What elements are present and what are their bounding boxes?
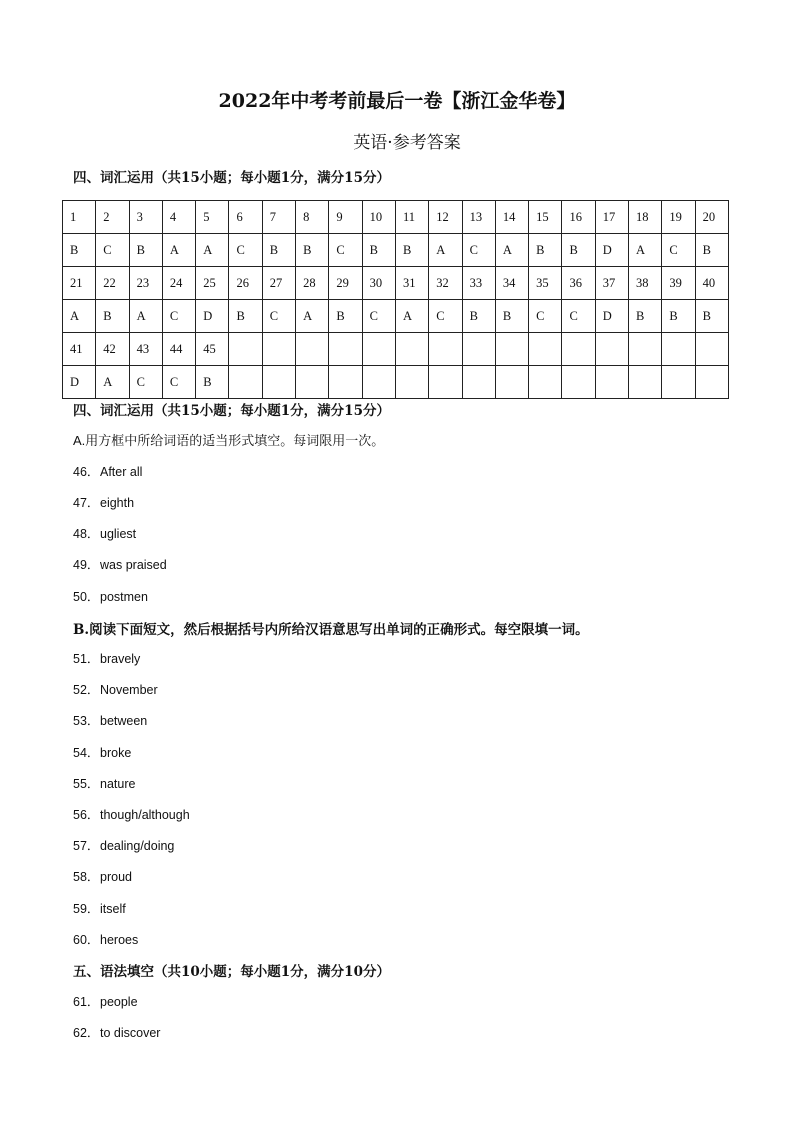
table-cell xyxy=(296,366,329,399)
item-number: 53． xyxy=(73,714,100,728)
item-answer: eighth xyxy=(100,496,135,510)
item-number: 48． xyxy=(73,527,100,541)
item-answer: between xyxy=(100,714,148,728)
table-cell: D xyxy=(196,300,229,333)
table-cell: 28 xyxy=(296,267,329,300)
table-cell xyxy=(395,366,428,399)
table-cell xyxy=(429,366,462,399)
item-number: 62． xyxy=(73,1026,100,1040)
table-cell xyxy=(695,366,728,399)
answer-item-53 xyxy=(73,711,147,729)
table-cell: 36 xyxy=(562,267,595,300)
table-cell: 34 xyxy=(495,267,528,300)
table-cell: 7 xyxy=(262,201,295,234)
table-cell xyxy=(662,366,695,399)
item-answer: nature xyxy=(100,777,136,791)
table-cell: 41 xyxy=(63,333,96,366)
item-number: 49． xyxy=(73,558,100,572)
item-answer: to discover xyxy=(100,1026,161,1040)
table-cell: B xyxy=(462,300,495,333)
table-cell: 33 xyxy=(462,267,495,300)
table-cell xyxy=(262,366,295,399)
table-cell: 18 xyxy=(629,201,662,234)
table-cell: 32 xyxy=(429,267,462,300)
table-cell: 17 xyxy=(595,201,628,234)
table-cell: D xyxy=(595,300,628,333)
table-cell xyxy=(495,333,528,366)
table-cell: C xyxy=(562,300,595,333)
table-cell xyxy=(229,333,262,366)
section-heading-grammar: 五、语法填空（共10小题；每小题1分，满分10分） xyxy=(73,964,390,980)
table-cell: 25 xyxy=(196,267,229,300)
item-number: 50． xyxy=(73,590,100,604)
table-cell xyxy=(529,333,562,366)
table-cell xyxy=(495,366,528,399)
answer-item-62 xyxy=(73,1023,160,1041)
table-cell: 16 xyxy=(562,201,595,234)
table-cell: C xyxy=(229,234,262,267)
table-cell: 13 xyxy=(462,201,495,234)
table-cell: 30 xyxy=(362,267,395,300)
table-cell: 21 xyxy=(63,267,96,300)
item-answer: postmen xyxy=(100,590,148,604)
table-cell: A xyxy=(129,300,162,333)
item-answer: After all xyxy=(100,465,143,479)
answer-item-56 xyxy=(73,805,190,823)
answer-item-48 xyxy=(73,524,136,542)
table-row-question-numbers xyxy=(63,333,729,366)
table-cell: 10 xyxy=(362,201,395,234)
table-cell: B xyxy=(629,300,662,333)
table-cell: A xyxy=(495,234,528,267)
table-cell xyxy=(229,366,262,399)
table-cell xyxy=(329,333,362,366)
table-cell: 40 xyxy=(695,267,728,300)
item-answer: though/although xyxy=(100,808,190,822)
table-cell xyxy=(595,333,628,366)
table-cell xyxy=(262,333,295,366)
table-cell xyxy=(362,366,395,399)
answer-item-51 xyxy=(73,649,140,667)
answer-item-57 xyxy=(73,836,174,854)
table-cell: 8 xyxy=(296,201,329,234)
item-number: 46． xyxy=(73,465,100,479)
table-cell: B xyxy=(129,234,162,267)
item-answer: ugliest xyxy=(100,527,137,541)
table-cell: C xyxy=(129,366,162,399)
table-row-answers xyxy=(63,234,729,267)
table-row-question-numbers xyxy=(63,201,729,234)
table-cell: B xyxy=(395,234,428,267)
table-cell: A xyxy=(63,300,96,333)
answer-item-59 xyxy=(73,899,126,917)
table-cell: 27 xyxy=(262,267,295,300)
table-cell: B xyxy=(296,234,329,267)
table-cell: D xyxy=(595,234,628,267)
table-cell: A xyxy=(629,234,662,267)
table-cell xyxy=(529,366,562,399)
table-cell xyxy=(462,366,495,399)
part-b-instruction: B.阅读下面短文，然后根据括号内所给汉语意思写出单词的正确形式。每空限填一词。 xyxy=(73,622,589,638)
item-answer: people xyxy=(100,995,138,1009)
table-cell xyxy=(695,333,728,366)
table-cell: C xyxy=(96,234,129,267)
table-cell: 22 xyxy=(96,267,129,300)
table-cell: 11 xyxy=(395,201,428,234)
table-cell xyxy=(595,366,628,399)
table-cell: B xyxy=(262,234,295,267)
table-cell xyxy=(362,333,395,366)
table-cell: B xyxy=(63,234,96,267)
table-cell: B xyxy=(695,234,728,267)
table-cell xyxy=(329,366,362,399)
part-a-instruction: A.用方框中所给词语的适当形式填空。每词限用一次。 xyxy=(73,433,385,448)
table-cell: 9 xyxy=(329,201,362,234)
table-cell xyxy=(562,333,595,366)
table-cell: B xyxy=(695,300,728,333)
table-cell: 43 xyxy=(129,333,162,366)
item-answer: heroes xyxy=(100,933,139,947)
item-number: 59． xyxy=(73,902,100,916)
table-cell xyxy=(395,333,428,366)
answer-table xyxy=(62,200,729,399)
table-cell: B xyxy=(529,234,562,267)
document-subtitle: 英语·参考答案 xyxy=(353,133,461,153)
table-cell: B xyxy=(329,300,362,333)
table-cell: 26 xyxy=(229,267,262,300)
document-title: 2022年中考考前最后一卷【浙江金华卷】 xyxy=(218,90,576,112)
item-number: 60． xyxy=(73,933,100,947)
table-cell: A xyxy=(395,300,428,333)
table-cell: C xyxy=(362,300,395,333)
table-cell: B xyxy=(362,234,395,267)
table-cell: C xyxy=(262,300,295,333)
item-number: 61． xyxy=(73,995,100,1009)
table-cell: 31 xyxy=(395,267,428,300)
item-number: 56． xyxy=(73,808,100,822)
item-number: 57． xyxy=(73,839,100,853)
table-cell: 29 xyxy=(329,267,362,300)
answer-item-55 xyxy=(73,774,135,792)
table-cell: 2 xyxy=(96,201,129,234)
answer-item-47 xyxy=(73,493,134,511)
table-cell: C xyxy=(329,234,362,267)
table-cell: 15 xyxy=(529,201,562,234)
item-answer: itself xyxy=(100,902,126,916)
table-cell: C xyxy=(662,234,695,267)
table-cell xyxy=(629,333,662,366)
table-cell: B xyxy=(196,366,229,399)
table-cell: 4 xyxy=(162,201,195,234)
table-cell: C xyxy=(529,300,562,333)
table-cell xyxy=(662,333,695,366)
section-heading-vocabulary: 四、词汇运用（共15小题；每小题1分，满分15分） xyxy=(73,170,390,186)
table-cell: C xyxy=(162,366,195,399)
table-row-answers xyxy=(63,300,729,333)
item-answer: proud xyxy=(100,870,132,884)
item-number: 55． xyxy=(73,777,100,791)
table-cell: 23 xyxy=(129,267,162,300)
item-answer: broke xyxy=(100,746,132,760)
table-cell: B xyxy=(96,300,129,333)
item-number: 52． xyxy=(73,683,100,697)
table-cell xyxy=(629,366,662,399)
answer-item-46 xyxy=(73,462,142,480)
answer-item-60 xyxy=(73,930,138,948)
answer-item-58 xyxy=(73,867,132,885)
table-cell: A xyxy=(162,234,195,267)
item-answer: dealing/doing xyxy=(100,839,175,853)
table-cell: C xyxy=(462,234,495,267)
section-heading-vocabulary-2: 四、词汇运用（共15小题；每小题1分，满分15分） xyxy=(73,403,390,419)
answer-item-54 xyxy=(73,743,131,761)
answer-item-52 xyxy=(73,680,158,698)
item-answer: bravely xyxy=(100,652,141,666)
table-cell xyxy=(429,333,462,366)
table-cell: B xyxy=(562,234,595,267)
table-cell: B xyxy=(229,300,262,333)
table-cell xyxy=(562,366,595,399)
table-cell: B xyxy=(662,300,695,333)
table-cell: 20 xyxy=(695,201,728,234)
item-number: 58． xyxy=(73,870,100,884)
table-cell: 3 xyxy=(129,201,162,234)
table-cell: 38 xyxy=(629,267,662,300)
table-cell: 5 xyxy=(196,201,229,234)
table-cell: 35 xyxy=(529,267,562,300)
table-cell xyxy=(296,333,329,366)
table-cell xyxy=(462,333,495,366)
table-cell: A xyxy=(296,300,329,333)
table-cell: C xyxy=(162,300,195,333)
table-cell: 42 xyxy=(96,333,129,366)
table-cell: 44 xyxy=(162,333,195,366)
table-cell: 39 xyxy=(662,267,695,300)
table-cell: 12 xyxy=(429,201,462,234)
table-cell: A xyxy=(429,234,462,267)
table-cell: 14 xyxy=(495,201,528,234)
item-number: 47． xyxy=(73,496,100,510)
table-cell: B xyxy=(495,300,528,333)
item-number: 51． xyxy=(73,652,100,666)
item-number: 54． xyxy=(73,746,100,760)
table-cell: 45 xyxy=(196,333,229,366)
table-cell: 1 xyxy=(63,201,96,234)
table-cell: A xyxy=(96,366,129,399)
table-row-question-numbers xyxy=(63,267,729,300)
item-answer: was praised xyxy=(100,558,167,572)
answer-item-61 xyxy=(73,992,138,1010)
item-answer: November xyxy=(100,683,158,697)
answer-item-50 xyxy=(73,587,148,605)
table-cell: A xyxy=(196,234,229,267)
table-cell: 19 xyxy=(662,201,695,234)
table-cell: C xyxy=(429,300,462,333)
table-cell: 24 xyxy=(162,267,195,300)
table-cell: D xyxy=(63,366,96,399)
table-row-answers xyxy=(63,366,729,399)
table-cell: 37 xyxy=(595,267,628,300)
answer-item-49 xyxy=(73,555,167,573)
table-cell: 6 xyxy=(229,201,262,234)
